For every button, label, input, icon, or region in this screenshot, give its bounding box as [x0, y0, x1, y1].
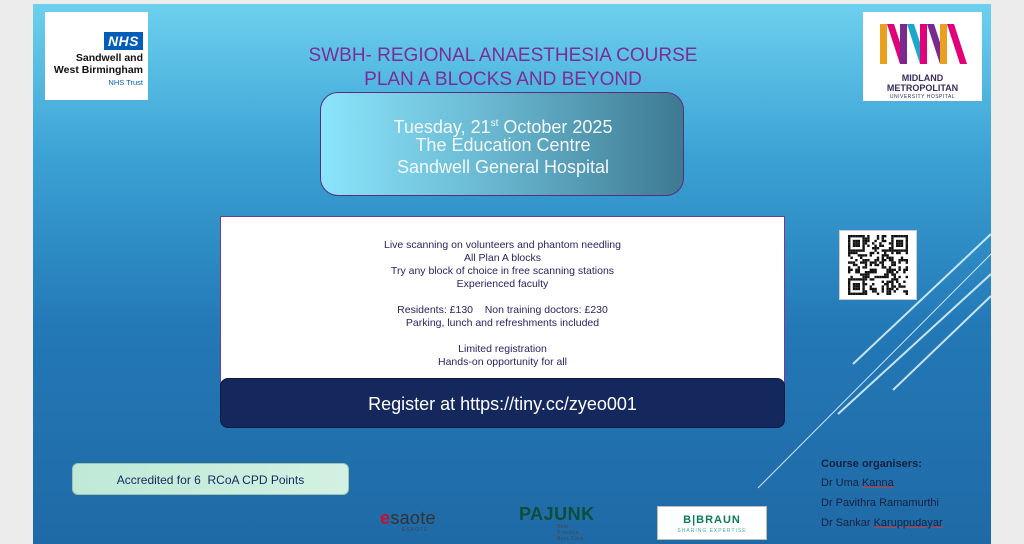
cpd-accreditation-badge: Accredited for 6 RCoA CPD Points [72, 463, 349, 495]
mmuh-subtitle: UNIVERSITY HOSPITAL [889, 94, 956, 100]
mmuh-logo [863, 12, 982, 101]
course-title: SWBH- REGIONAL ANAESTHESIA COURSE [308, 45, 698, 66]
nhs-trust-logo [45, 12, 148, 100]
registration-link[interactable]: Register at https://tiny.cc/zyeo001 [220, 378, 785, 428]
event-date: Tuesday, 21st October 2025 [393, 117, 613, 137]
organiser-name: Dr Pavithra Ramamurthi [821, 497, 939, 509]
event-details-box [320, 92, 684, 196]
course-fees: Residents: £130 Non training doctors: £230 [397, 304, 608, 316]
organiser-name: Dr Uma Kanna [821, 477, 894, 489]
nhs-badge: NHS [104, 32, 143, 50]
course-subtitle: PLAN A BLOCKS AND BEYOND [364, 69, 642, 90]
event-venue: The Education Centre [415, 135, 591, 155]
esaote-logo: esaote ESAOTE [380, 508, 436, 533]
info-line: Parking, lunch and refreshments included [405, 317, 600, 329]
info-line: Try any block of choice in free scanning stations [390, 265, 615, 277]
info-line: Experienced faculty [456, 278, 549, 290]
organiser-surname: Karuppudayar [873, 517, 943, 529]
course-info-box [220, 216, 785, 390]
mmuh-name: MIDLAND METROPOLITAN [886, 73, 959, 93]
info-line: All Plan A blocks [463, 252, 542, 264]
nhs-trust-label: NHS Trust [108, 78, 143, 87]
bbraun-logo: B|BRAUN SHARING EXPERTISE [657, 506, 767, 540]
pajunk-logo: PAJUNK Best Practice. Best Care. [519, 504, 595, 542]
nhs-trust-name: Sandwell and West Birmingham [53, 52, 143, 76]
info-line: Hands-on opportunity for all [438, 356, 567, 368]
organiser-name: Dr Sankar Karuppudayar [821, 517, 943, 529]
organiser-surname: Kanna [861, 477, 894, 489]
qr-code-icon[interactable] [839, 230, 917, 300]
esaote-e-icon: e [380, 508, 391, 528]
course-poster [33, 4, 991, 544]
course-organisers [821, 458, 943, 537]
info-line: Limited registration [458, 343, 547, 355]
info-line: Live scanning on volunteers and phantom needling [383, 239, 621, 251]
organisers-heading: Course organisers: [821, 458, 922, 470]
event-hospital: Sandwell General Hospital [396, 157, 610, 177]
mmuh-emblem-icon [863, 12, 982, 72]
